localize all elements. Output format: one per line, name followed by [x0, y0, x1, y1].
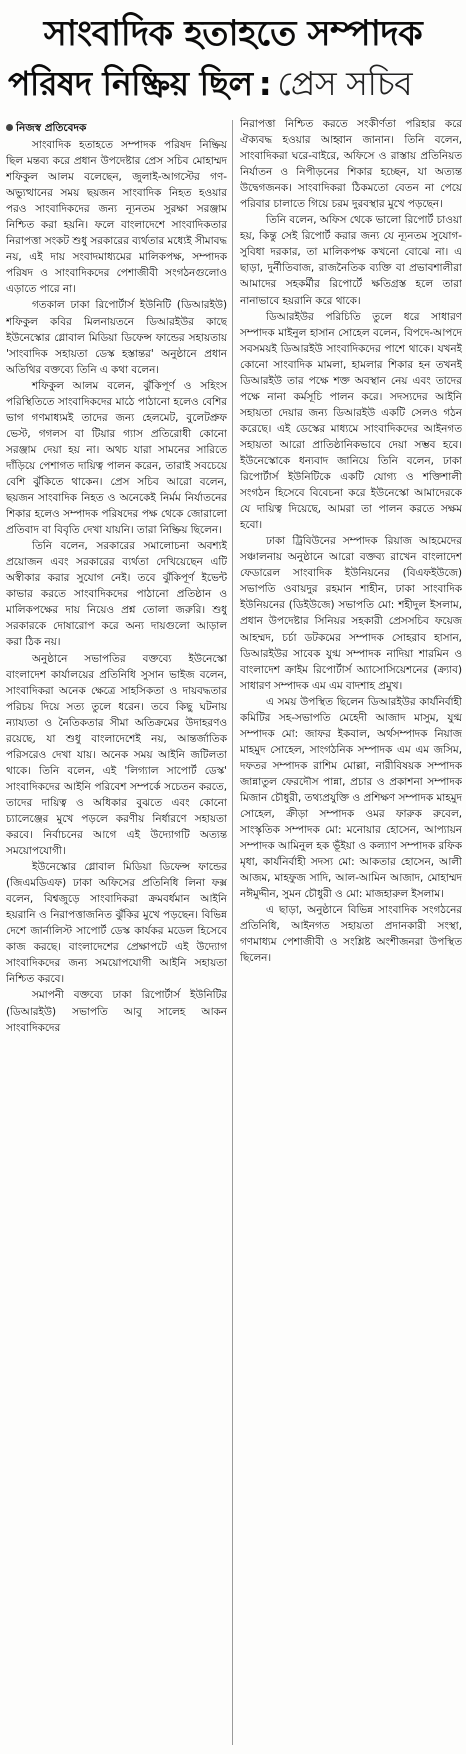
column-divider	[232, 120, 233, 1745]
paragraph: ডিআরইউর পরিচিতি তুলে ধরে সাধারণ সম্পাদক মাইনুল হাসান সোহেল বলেন, বিপদে-আপদে সবসময়ই ডিআরইউ সাংবাদিকদের পাশে থাকে। যখনই কোনো সাংবাদিক মামলা, হামলার শিকার হন তখনই ডিআরইউ তার পক্ষে শক্ত অবস্থান নেয় এবং তাদের পক্ষে নানা কর্মসূচি পালন করে। সদস্যদের আইনি সহায়তা দেয়ার জন্য ডিআরইউ একটি সেলও গঠন করেছে। এই ডেস্কের মাধ্যমে সাংবাদিকদের আইনগত সহায়তা আরো প্রাতিষ্ঠানিকভাবে দেয়া সম্ভব হবে। ইউনেস্কোকে ধন্যবাদ জানিয়ে তিনি বলেন, ঢাকা রিপোর্টার্স ইউনিটিকে একটি যোগ্য ও শক্তিশালী সংগঠন হিসেবে বিবেচনা করে ইউনেস্কো আমাদেরকে যে দায়িত্ব দিয়েছে, আমরা তা পালন করতে সক্ষম হবো।	[240, 310, 462, 532]
headline-line-1: সাংবাদিক হতাহতে সম্পাদক	[43, 14, 423, 54]
paragraph: অনুষ্ঠানে সভাপতির বক্তব্যে ইউনেস্কো বাংলাদেশ কার্যালয়ের প্রতিনিধি সুসান ভাইজ বলেন, সাংবাদিকরা অনেক ক্ষেত্রে সাহসিকতা ও দায়বদ্ধতার পরিচয় দিয়ে সত্য তুলে ধরেন। তবে কিছু ঘটনায় ন্যায্যতা ও নৈতিকতার সীমা অতিক্রমের উদাহরণও রয়েছে, যা শুধু বাংলাদেশেই নয়, আন্তর্জাতিক পরিসরেও দেখা যায়। অনেক সময় আইনি জটিলতা থাকে। তিনি বলেন, এই 'লিগ্যাল সাপোর্ট ডেস্ক' সাংবাদিকদের আইনি পরিবেশ সম্পর্কে সচেতন করতে, তাদের দায়িত্ব ও অধিকার বুঝতে এবং কোনো চ্যালেঞ্জের মুখে পড়লে করণীয় নির্ধারণে সহায়তা করবে। নির্বাচনের আগে এই উদ্যোগটি অত্যন্ত সময়োপযোগী।	[6, 652, 227, 858]
headline	[0, 0, 466, 116]
paragraph: শফিকুল আলম বলেন, ঝুঁকিপূর্ণ ও সহিংস পরিস্থিতিতে সাংবাদিকদের মাঠে পাঠানো হলেও বেশির ভাগ গণমাধ্যমই তাদের জন্য হেলমেট, বুলেটপ্রুফ ভেস্ট, গগলস বা টিয়ার গ্যাস প্রতিরোধী কোনো সরঞ্জাম দেয়া হয় না। অথচ যারা সামনের সারিতে দাঁড়িয়ে পেশাগত দায়িত্ব পালন করেন, তারাই সবচেয়ে বেশি ঝুঁকিতে থাকেন। প্রেস সচিব আরো বলেন, ছয়জন সাংবাদিক নিহত ও অনেকেই নির্মম নির্যাতনের শিকার হলেও সম্পাদক পরিষদের পক্ষ থেকে জোরালো প্রতিবাদ বা বিবৃতি দেখা যায়নি। তারা নিষ্ক্রিয় ছিলেন।	[6, 379, 227, 537]
paragraph: এ সময় উপস্থিত ছিলেন ডিআরইউর কার্যনির্বাহী কমিটির সহ-সভাপতি মেহেদী আজাদ মাসুম, যুগ্ম সম্পাদক মো: জাফর ইকবাল, অর্থসম্পাদক নিয়াজ মাহমুদ সোহেল, সাংগঠনিক সম্পাদক এম এম জসিম, দফতর সম্পাদক রাশিম মোল্লা, নারীবিষয়ক সম্পাদক জান্নাতুল ফেরদৌস পান্না, প্রচার ও প্রকাশনা সম্পাদক মিজান চৌধুরী, তথ্যপ্রযুক্তি ও প্রশিক্ষণ সম্পাদক মাহমুদ সোহেল, ক্রীড়া সম্পাদক ওমর ফারুক রুবেল, সাংস্কৃতিক সম্পাদক মো: মনোয়ার হোসেন, আপ্যায়ন সম্পাদক আমিনুল হক ভূঁইয়া ও কল্যাণ সম্পাদক রফিক মৃধা, কার্যনির্বাহী সদস্য মো: আকতার হোসেন, আলী আজম, মাহফুজ সাদি, আল-আমিন আজাদ, মোহাম্মদ নঈমুদ্দীন, সুমন চৌধুরী ও মো: মাজহারুল ইসলাম।	[240, 695, 462, 901]
headline-attribution: প্রেস সচিব	[277, 64, 413, 103]
paragraph: নিরাপত্তা নিশ্চিত করতে সংকীর্ণতা পরিহার করে ঐক্যবদ্ধ হওয়ার আহ্বান জানান। তিনি বলেন, সাংবাদিকরা ঘরে-বাইরে, অফিসে ও রাস্তায় প্রতিনিয়ত নির্যাতন ও নিপীড়নের শিকার হচ্ছেন, যা অত্যন্ত উদ্বেগজনক। সাংবাদিকরা ঠিকমতো বেতন না পেয়ে পরিবার চালাতে গিয়ে চরম দুরবস্থার মুখে পড়ছেন।	[240, 118, 462, 211]
paragraph: তিনি বলেন, সরকারের সমালোচনা অবশ্যই প্রয়োজন এবং সরকারের ব্যর্থতা দেখিয়েছেন এটি অস্বীকার করার সুযোগ নেই। তবে ঝুঁকিপূর্ণ ইভেন্ট কাভার করতে সাংবাদিকদের পাঠানো প্রতিষ্ঠান ও মালিকপক্ষের দায় নিয়েও প্রশ্ন তোলা জরুরি। শুধু সরকারকে দোষারোপ করে অন্য দায়গুলো আড়াল করা ঠিক নয়।	[6, 540, 227, 649]
article-column-1	[6, 120, 227, 1748]
article-column-2	[240, 116, 462, 1748]
paragraph: সমাপনী বক্তব্যে ঢাকা রিপোর্টার্স ইউনিটির (ডিআরইউ) সভাপতি আবু সালেহ আকন সাংবাদিকদের	[6, 989, 227, 1034]
paragraph: সাংবাদিক হতাহতে সম্পাদক পরিষদ নিষ্ক্রিয় ছিল মন্তব্য করে প্রধান উপদেষ্টার প্রেস সচিব মোহাম্মদ শফিকুল আলম বলেছেন, জুলাই-আগস্টের গণ-অভ্যুত্থানের সময় ছয়জন সাংবাদিক নিহত হওয়ার পরও সাংবাদিকদের জন্য ন্যূনতম সুরক্ষা সরঞ্জাম নিশ্চিত করা হয়নি। ফলে বাংলাদেশে সাংবাদিকতার নিরাপত্তা সংকট শুধু সরকারের ব্যর্থতার মধ্যেই সীমাবদ্ধ নয়, এই দায় সংবাদমাধ্যমের মালিকপক্ষ, সম্পাদক পরিষদ ও সাংবাদিকদের পেশাজীবী সংগঠনগুলোও এড়াতে পারে না।	[6, 139, 227, 296]
paragraph: ঢাকা ট্রিবিউনের সম্পাদক রিয়াজ আহমেদের সঞ্চালনায় অনুষ্ঠানে আরো বক্তব্য রাখেন বাংলাদেশ ফেডারেল সাংবাদিক ইউনিয়নের (বিএফইউজে) সভাপতি ওবায়দুর রহমান শাহীন, ঢাকা সাংবাদিক ইউনিয়নের (ডিইউজে) সভাপতি মো: শহীদুল ইসলাম, প্রধান উপদেষ্টার সিনিয়র সহকারী প্রেসসচিব ফয়েজ আহম্মদ, চর্চা ডটকমের সম্পাদক সোহরাব হাসান, ডিআরইউর সাবেক যুগ্ম সম্পাদক নাদিয়া শারমিন ও বাংলাদেশ ক্রাইম রিপোর্টার্স অ্যাসোসিয়েশনের (ক্র্যাব) সাধারণ সম্পাদক এম এম বাদশাহ প্রমুখ।	[240, 535, 462, 692]
byline	[6, 120, 227, 136]
paragraph: গতকাল ঢাকা রিপোর্টার্স ইউনিটি (ডিআরইউ) শফিকুল কবির মিলনায়তনে ডিআরইউর কাছে ইউনেস্কোর গ্লোবাল মিডিয়া ডিফেন্স ফান্ডের সহায়তায় 'সাংবাদিক সহায়তা ডেস্ক হস্তান্তর' অনুষ্ঠানে প্রধান অতিথির বক্তব্যে তিনি এ কথা বলেন।	[6, 299, 227, 376]
byline-text: নিজস্ব প্রতিবেদক	[16, 122, 87, 134]
headline-separator: :	[258, 64, 272, 103]
headline-line-2	[8, 62, 458, 106]
paragraph: এ ছাড়া, অনুষ্ঠানে বিভিন্ন সাংবাদিক সংগঠনের প্রতিনিধি, আইনগত সহায়তা প্রদানকারী সংস্থা, গণমাধ্যম পেশাজীবী ও সংশ্লিষ্ট অংশীজনরা উপস্থিত ছিলেন।	[240, 904, 462, 965]
headline-line-2-main: পরিষদ নিষ্ক্রিয় ছিল	[8, 64, 253, 103]
paragraph: ইউনেস্কোর গ্লোবাল মিডিয়া ডিফেন্স ফান্ডের (জিএমডিএফ) ঢাকা অফিসের প্রতিনিধি লিনা ফক্স বলেন, বিশ্বজুড়ে সাংবাদিকরা ক্রমবর্ধমান আইনি হয়রানি ও নিরাপত্তাজনিত ঝুঁকির মুখে পড়ছেন। বিভিন্ন দেশে জার্নালিস্ট সাপোর্ট ডেস্ক কার্যকর মডেল হিসেবে কাজ করছে। বাংলাদেশের প্রেক্ষাপটে এই উদ্যোগ সাংবাদিকদের জন্য সময়োপযোগী আইনি সহায়তা নিশ্চিত করবে।	[6, 861, 227, 986]
byline-bullet-icon	[6, 124, 13, 131]
paragraph: তিনি বলেন, অফিস থেকে ভালো রিপোর্ট চাওয়া হয়, কিন্তু সেই রিপোর্ট করার জন্য যে ন্যূনতম সুযোগ-সুবিধা দরকার, তা মালিকপক্ষ কখনো বোঝে না। এ ছাড়া, দুর্নীতিবাজ, রাজনৈতিক ব্যক্তি বা প্রভাবশালীরা আমাদের সহকর্মীর রিপোর্টে ক্ষতিগ্রস্ত হলে তারা নানাভাবে হয়রানি করে থাকে।	[240, 214, 462, 307]
